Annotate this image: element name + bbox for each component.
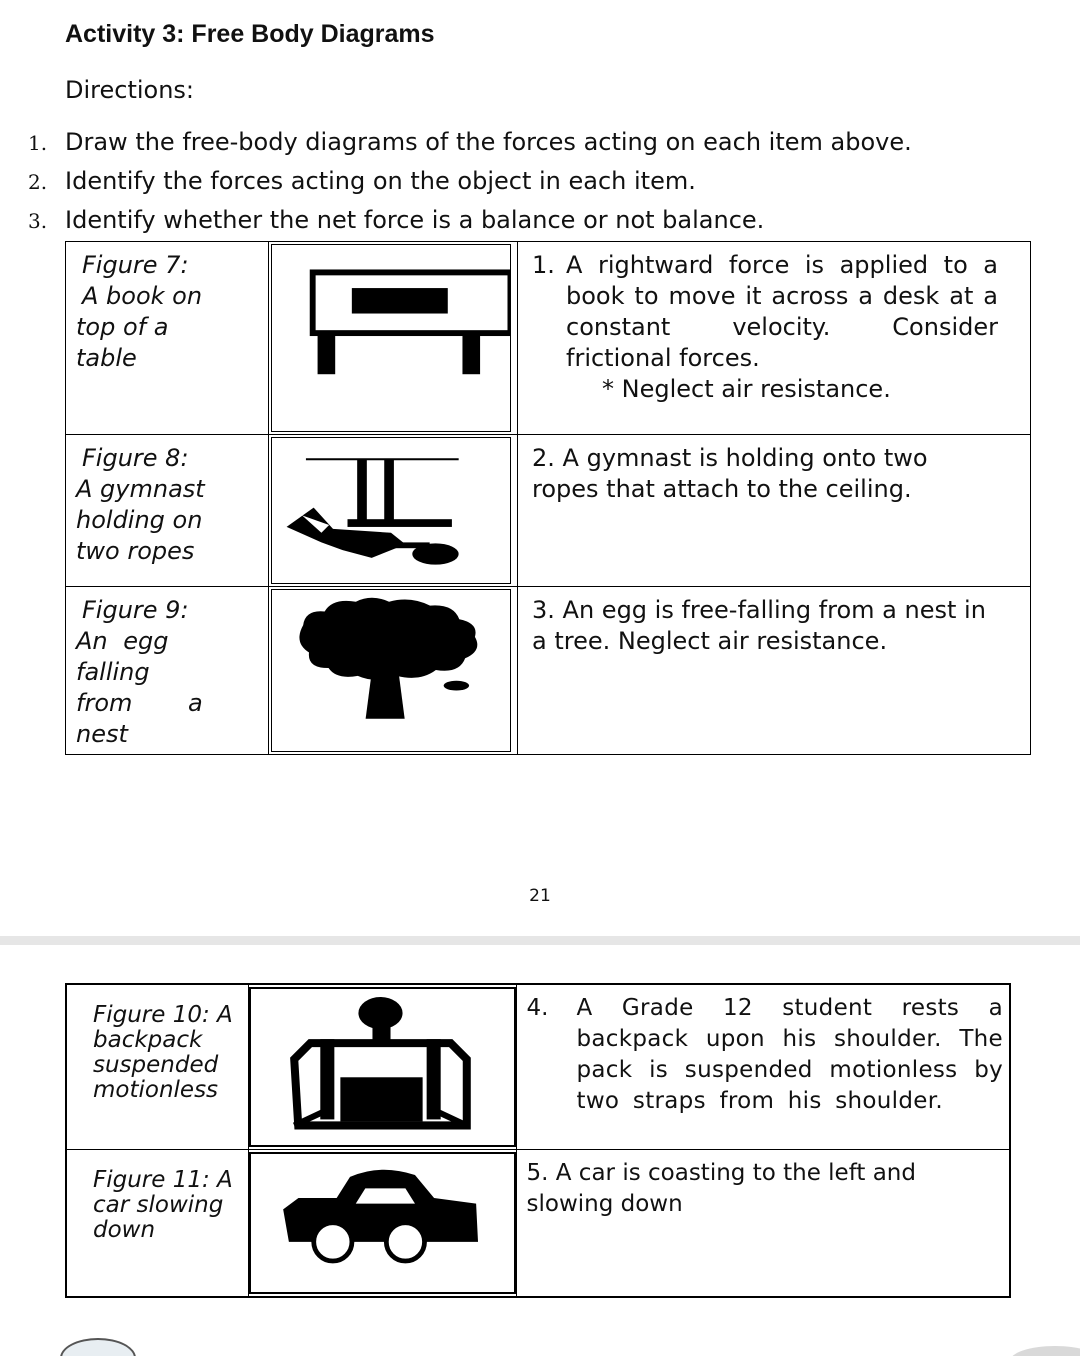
figure-image-cell <box>248 984 516 1149</box>
page-divider <box>0 936 1080 945</box>
figure-label: Figure 9: An egg falling from a nest <box>76 596 203 748</box>
figures-table-2 <box>65 983 1011 1298</box>
direction-text: Identify whether the net force is a balance or not balance. <box>65 206 765 234</box>
figures-table-1 <box>65 241 1031 755</box>
corner-decoration-left <box>60 1338 136 1356</box>
direction-number: 2. <box>28 170 48 194</box>
direction-number: 3. <box>28 209 48 233</box>
figure-label: Figure 11: A car slowing down <box>93 1166 233 1243</box>
direction-text: Identify the forces acting on the object in each item. <box>65 167 696 195</box>
question-cell <box>516 984 1010 1149</box>
direction-item <box>0 128 1080 167</box>
question-cell <box>518 435 1031 587</box>
table-row <box>66 435 1031 587</box>
directions-list <box>0 128 1080 245</box>
page-number: 21 <box>529 886 551 906</box>
page-title: Activity 3: Free Body Diagrams <box>65 20 435 48</box>
figure-label: Figure 7: A book on top of a table <box>76 251 203 372</box>
question-text: 4. A Grade 12 student rests a backpack upon his shoulder. The pack is suspended motionless by two straps from his shoulder. <box>526 995 1003 1114</box>
direction-number: 1. <box>28 131 48 155</box>
table-row <box>66 242 1031 435</box>
gymnast-on-ropes-icon <box>271 437 511 584</box>
directions-label: Directions: <box>65 76 195 104</box>
table-row <box>66 984 1010 1149</box>
table-row <box>66 587 1031 755</box>
figure-label-cell <box>66 587 269 755</box>
corner-decoration-right <box>1010 1346 1080 1356</box>
figure-label: Figure 8: A gymnast holding on two ropes <box>76 444 205 565</box>
figure-label-cell <box>66 242 269 435</box>
question-cell <box>518 587 1031 755</box>
direction-text: Draw the free-body diagrams of the forces acting on each item above. <box>65 128 912 156</box>
question-text: 2. A gymnast is holding onto two ropes that attach to the ceiling. <box>532 444 928 503</box>
question-cell <box>516 1149 1010 1297</box>
tree-with-egg-icon <box>271 589 511 752</box>
question-text: 3. An egg is free-falling from a nest in a tree. Neglect air resistance. <box>532 596 986 655</box>
backpack-on-shoulder-icon <box>249 987 516 1147</box>
figure-image-cell <box>269 587 518 755</box>
figure-label-cell <box>66 1149 248 1297</box>
car-icon <box>249 1152 516 1295</box>
figure-image-cell <box>269 435 518 587</box>
figure-label: Figure 10: A backpack suspended motionless <box>93 1002 233 1103</box>
direction-item <box>0 206 1080 245</box>
table-row <box>66 1149 1010 1297</box>
question-text: 1. A rightward force is applied to a book to move it across a desk at a constant velocity. Consider frictional forces. * Neglect air resistance. <box>532 251 998 403</box>
direction-item <box>0 167 1080 206</box>
figure-image-cell <box>269 242 518 435</box>
question-cell <box>518 242 1031 435</box>
figure-image-cell <box>248 1149 516 1297</box>
table-with-book-icon <box>271 244 511 432</box>
figure-label-cell <box>66 984 248 1149</box>
figure-label-cell <box>66 435 269 587</box>
question-text: 5. A car is coasting to the left and slowing down <box>526 1159 916 1217</box>
